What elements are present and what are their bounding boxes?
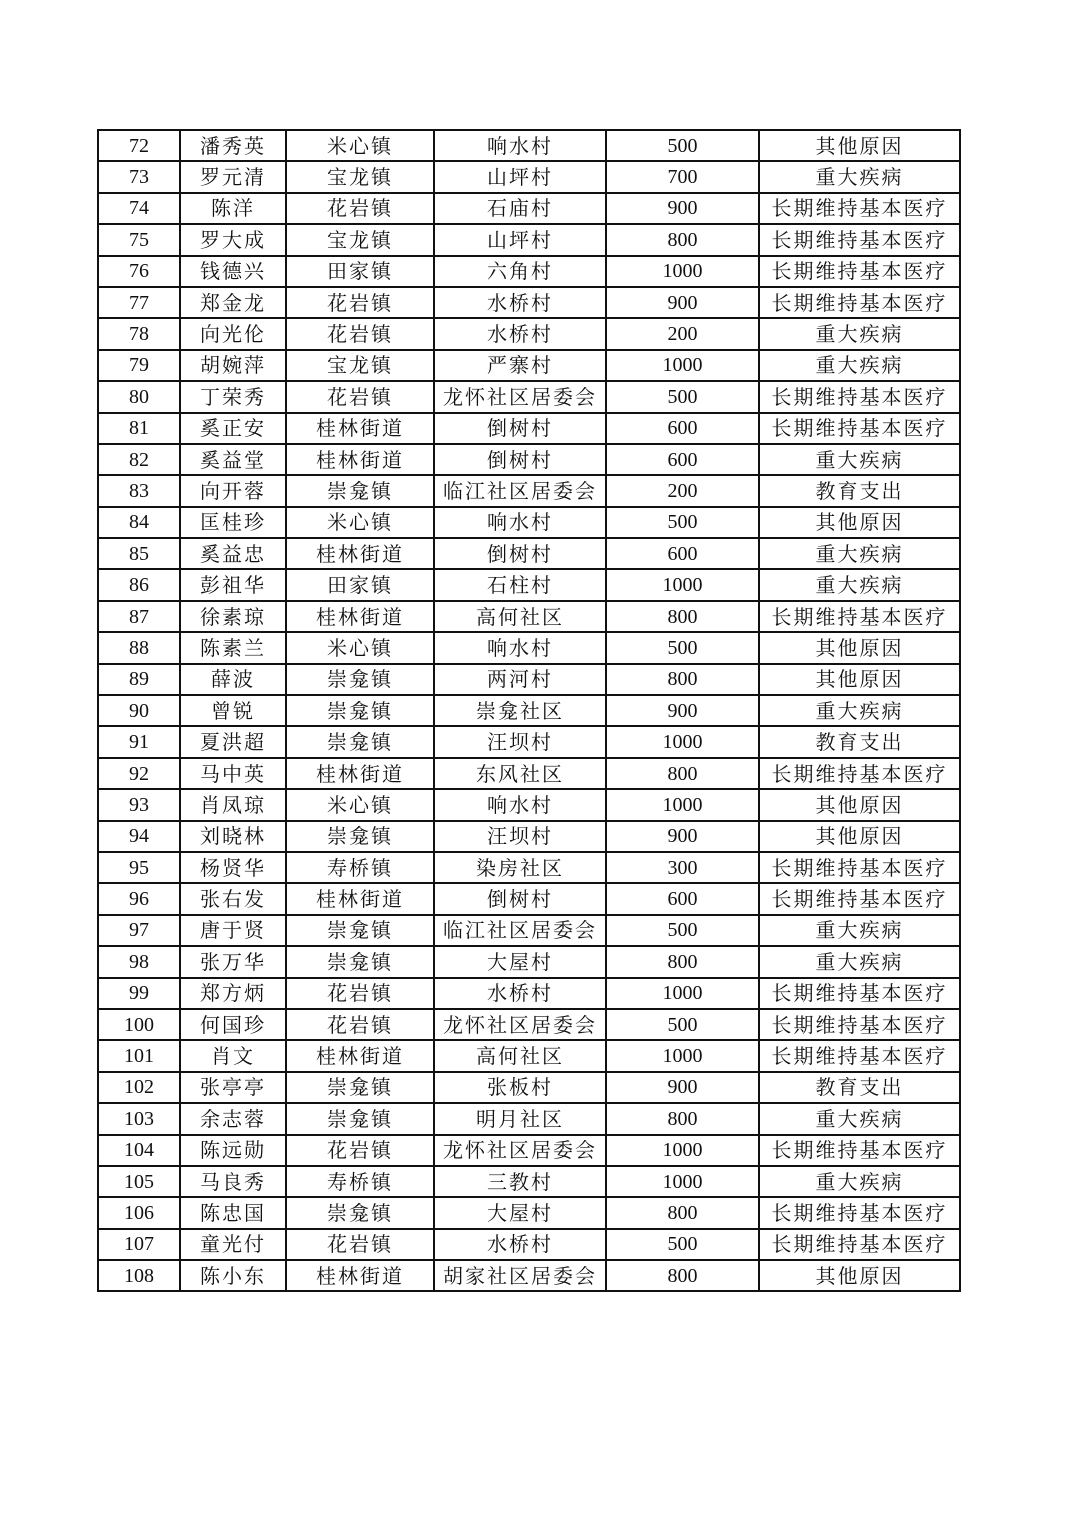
row-number-cell: 92 xyxy=(98,758,180,789)
village-cell: 汪坝村 xyxy=(434,821,606,852)
name-cell: 刘晓林 xyxy=(180,821,286,852)
village-cell: 汪坝村 xyxy=(434,726,606,757)
town-cell: 米心镇 xyxy=(286,632,434,663)
town-cell: 田家镇 xyxy=(286,569,434,600)
table-row xyxy=(98,381,960,412)
village-cell: 严寨村 xyxy=(434,350,606,381)
village-cell: 倒树村 xyxy=(434,883,606,914)
village-cell: 高何社区 xyxy=(434,601,606,632)
table-row xyxy=(98,695,960,726)
amount-cell: 900 xyxy=(606,821,759,852)
row-number-cell: 106 xyxy=(98,1197,180,1228)
village-cell: 三教村 xyxy=(434,1166,606,1197)
village-cell: 染房社区 xyxy=(434,852,606,883)
name-cell: 钱德兴 xyxy=(180,256,286,287)
row-number-cell: 91 xyxy=(98,726,180,757)
reason-cell: 长期维持基本医疗 xyxy=(759,1135,960,1166)
reason-cell: 其他原因 xyxy=(759,789,960,820)
village-cell: 石柱村 xyxy=(434,569,606,600)
name-cell: 杨贤华 xyxy=(180,852,286,883)
reason-cell: 重大疾病 xyxy=(759,161,960,192)
reason-cell: 长期维持基本医疗 xyxy=(759,601,960,632)
village-cell: 水桥村 xyxy=(434,318,606,349)
name-cell: 马中英 xyxy=(180,758,286,789)
village-cell: 大屋村 xyxy=(434,946,606,977)
reason-cell: 长期维持基本医疗 xyxy=(759,1009,960,1040)
town-cell: 崇龛镇 xyxy=(286,1072,434,1103)
row-number-cell: 76 xyxy=(98,256,180,287)
table-row xyxy=(98,569,960,600)
amount-cell: 900 xyxy=(606,695,759,726)
town-cell: 崇龛镇 xyxy=(286,1103,434,1134)
town-cell: 崇龛镇 xyxy=(286,915,434,946)
row-number-cell: 88 xyxy=(98,632,180,663)
village-cell: 崇龛社区 xyxy=(434,695,606,726)
reason-cell: 重大疾病 xyxy=(759,695,960,726)
village-cell: 响水村 xyxy=(434,632,606,663)
table-row xyxy=(98,350,960,381)
table-row xyxy=(98,601,960,632)
table-row xyxy=(98,1229,960,1260)
amount-cell: 800 xyxy=(606,1197,759,1228)
village-cell: 倒树村 xyxy=(434,444,606,475)
amount-cell: 1000 xyxy=(606,726,759,757)
reason-cell: 其他原因 xyxy=(759,130,960,161)
amount-cell: 900 xyxy=(606,287,759,318)
amount-cell: 900 xyxy=(606,193,759,224)
table-row xyxy=(98,193,960,224)
row-number-cell: 87 xyxy=(98,601,180,632)
row-number-cell: 105 xyxy=(98,1166,180,1197)
row-number-cell: 85 xyxy=(98,538,180,569)
amount-cell: 600 xyxy=(606,413,759,444)
town-cell: 花岩镇 xyxy=(286,381,434,412)
village-cell: 龙怀社区居委会 xyxy=(434,381,606,412)
name-cell: 罗元清 xyxy=(180,161,286,192)
table-row xyxy=(98,1072,960,1103)
row-number-cell: 93 xyxy=(98,789,180,820)
town-cell: 花岩镇 xyxy=(286,193,434,224)
table-row xyxy=(98,507,960,538)
town-cell: 米心镇 xyxy=(286,789,434,820)
row-number-cell: 104 xyxy=(98,1135,180,1166)
amount-cell: 800 xyxy=(606,1103,759,1134)
amount-cell: 200 xyxy=(606,475,759,506)
village-cell: 石庙村 xyxy=(434,193,606,224)
row-number-cell: 81 xyxy=(98,413,180,444)
row-number-cell: 83 xyxy=(98,475,180,506)
reason-cell: 重大疾病 xyxy=(759,318,960,349)
reason-cell: 长期维持基本医疗 xyxy=(759,256,960,287)
name-cell: 向光伦 xyxy=(180,318,286,349)
name-cell: 郑金龙 xyxy=(180,287,286,318)
row-number-cell: 94 xyxy=(98,821,180,852)
table-row xyxy=(98,789,960,820)
table-row xyxy=(98,413,960,444)
town-cell: 桂林街道 xyxy=(286,758,434,789)
amount-cell: 200 xyxy=(606,318,759,349)
row-number-cell: 78 xyxy=(98,318,180,349)
table-row xyxy=(98,1103,960,1134)
reason-cell: 其他原因 xyxy=(759,632,960,663)
village-cell: 水桥村 xyxy=(434,1229,606,1260)
town-cell: 崇龛镇 xyxy=(286,821,434,852)
village-cell: 水桥村 xyxy=(434,978,606,1009)
name-cell: 肖凤琼 xyxy=(180,789,286,820)
amount-cell: 500 xyxy=(606,632,759,663)
name-cell: 张亭亭 xyxy=(180,1072,286,1103)
reason-cell: 其他原因 xyxy=(759,507,960,538)
row-number-cell: 75 xyxy=(98,224,180,255)
table-row xyxy=(98,758,960,789)
reason-cell: 长期维持基本医疗 xyxy=(759,1040,960,1071)
town-cell: 宝龙镇 xyxy=(286,161,434,192)
reason-cell: 重大疾病 xyxy=(759,1166,960,1197)
reason-cell: 重大疾病 xyxy=(759,444,960,475)
reason-cell: 长期维持基本医疗 xyxy=(759,883,960,914)
reason-cell: 长期维持基本医疗 xyxy=(759,978,960,1009)
table-row xyxy=(98,946,960,977)
row-number-cell: 90 xyxy=(98,695,180,726)
amount-cell: 500 xyxy=(606,915,759,946)
table-row xyxy=(98,444,960,475)
name-cell: 奚益忠 xyxy=(180,538,286,569)
row-number-cell: 101 xyxy=(98,1040,180,1071)
name-cell: 陈素兰 xyxy=(180,632,286,663)
row-number-cell: 73 xyxy=(98,161,180,192)
row-number-cell: 97 xyxy=(98,915,180,946)
amount-cell: 300 xyxy=(606,852,759,883)
name-cell: 陈小东 xyxy=(180,1260,286,1291)
reason-cell: 其他原因 xyxy=(759,1260,960,1291)
amount-cell: 1000 xyxy=(606,1040,759,1071)
row-number-cell: 107 xyxy=(98,1229,180,1260)
name-cell: 奚益堂 xyxy=(180,444,286,475)
amount-cell: 500 xyxy=(606,381,759,412)
row-number-cell: 72 xyxy=(98,130,180,161)
amount-cell: 1000 xyxy=(606,256,759,287)
town-cell: 米心镇 xyxy=(286,507,434,538)
row-number-cell: 77 xyxy=(98,287,180,318)
amount-cell: 800 xyxy=(606,601,759,632)
reason-cell: 重大疾病 xyxy=(759,915,960,946)
town-cell: 宝龙镇 xyxy=(286,224,434,255)
name-cell: 肖文 xyxy=(180,1040,286,1071)
amount-cell: 800 xyxy=(606,224,759,255)
name-cell: 陈洋 xyxy=(180,193,286,224)
village-cell: 临江社区居委会 xyxy=(434,915,606,946)
town-cell: 花岩镇 xyxy=(286,287,434,318)
row-number-cell: 86 xyxy=(98,569,180,600)
reason-cell: 教育支出 xyxy=(759,726,960,757)
name-cell: 何国珍 xyxy=(180,1009,286,1040)
table-row xyxy=(98,726,960,757)
row-number-cell: 103 xyxy=(98,1103,180,1134)
town-cell: 花岩镇 xyxy=(286,978,434,1009)
table-row xyxy=(98,1009,960,1040)
reason-cell: 长期维持基本医疗 xyxy=(759,758,960,789)
row-number-cell: 74 xyxy=(98,193,180,224)
name-cell: 薛波 xyxy=(180,664,286,695)
table-row xyxy=(98,318,960,349)
table-row xyxy=(98,883,960,914)
row-number-cell: 102 xyxy=(98,1072,180,1103)
town-cell: 寿桥镇 xyxy=(286,852,434,883)
name-cell: 罗大成 xyxy=(180,224,286,255)
town-cell: 花岩镇 xyxy=(286,1135,434,1166)
name-cell: 陈忠国 xyxy=(180,1197,286,1228)
town-cell: 田家镇 xyxy=(286,256,434,287)
name-cell: 张万华 xyxy=(180,946,286,977)
table-row xyxy=(98,915,960,946)
town-cell: 崇龛镇 xyxy=(286,946,434,977)
village-cell: 响水村 xyxy=(434,130,606,161)
name-cell: 夏洪超 xyxy=(180,726,286,757)
town-cell: 米心镇 xyxy=(286,130,434,161)
row-number-cell: 98 xyxy=(98,946,180,977)
amount-cell: 500 xyxy=(606,130,759,161)
name-cell: 陈远勋 xyxy=(180,1135,286,1166)
table-row xyxy=(98,538,960,569)
relief-table xyxy=(97,129,961,1292)
amount-cell: 600 xyxy=(606,444,759,475)
amount-cell: 1000 xyxy=(606,1135,759,1166)
amount-cell: 800 xyxy=(606,758,759,789)
row-number-cell: 79 xyxy=(98,350,180,381)
town-cell: 崇龛镇 xyxy=(286,726,434,757)
town-cell: 桂林街道 xyxy=(286,413,434,444)
row-number-cell: 96 xyxy=(98,883,180,914)
amount-cell: 800 xyxy=(606,946,759,977)
town-cell: 崇龛镇 xyxy=(286,475,434,506)
table-row xyxy=(98,978,960,1009)
reason-cell: 长期维持基本医疗 xyxy=(759,1229,960,1260)
village-cell: 倒树村 xyxy=(434,413,606,444)
table-row xyxy=(98,1135,960,1166)
row-number-cell: 100 xyxy=(98,1009,180,1040)
village-cell: 临江社区居委会 xyxy=(434,475,606,506)
village-cell: 山坪村 xyxy=(434,161,606,192)
table-row xyxy=(98,287,960,318)
row-number-cell: 108 xyxy=(98,1260,180,1291)
amount-cell: 800 xyxy=(606,664,759,695)
reason-cell: 重大疾病 xyxy=(759,1103,960,1134)
name-cell: 余志蓉 xyxy=(180,1103,286,1134)
reason-cell: 长期维持基本医疗 xyxy=(759,287,960,318)
town-cell: 花岩镇 xyxy=(286,1009,434,1040)
reason-cell: 重大疾病 xyxy=(759,350,960,381)
town-cell: 崇龛镇 xyxy=(286,1197,434,1228)
village-cell: 龙怀社区居委会 xyxy=(434,1009,606,1040)
table-row xyxy=(98,1166,960,1197)
town-cell: 花岩镇 xyxy=(286,318,434,349)
row-number-cell: 80 xyxy=(98,381,180,412)
village-cell: 张板村 xyxy=(434,1072,606,1103)
table-row xyxy=(98,1040,960,1071)
name-cell: 曾锐 xyxy=(180,695,286,726)
village-cell: 高何社区 xyxy=(434,1040,606,1071)
amount-cell: 900 xyxy=(606,1072,759,1103)
town-cell: 桂林街道 xyxy=(286,601,434,632)
table-row xyxy=(98,224,960,255)
name-cell: 童光付 xyxy=(180,1229,286,1260)
table-row xyxy=(98,852,960,883)
town-cell: 桂林街道 xyxy=(286,883,434,914)
relief-table-container xyxy=(97,129,959,1292)
reason-cell: 长期维持基本医疗 xyxy=(759,1197,960,1228)
amount-cell: 600 xyxy=(606,883,759,914)
village-cell: 水桥村 xyxy=(434,287,606,318)
row-number-cell: 89 xyxy=(98,664,180,695)
row-number-cell: 99 xyxy=(98,978,180,1009)
amount-cell: 1000 xyxy=(606,1166,759,1197)
amount-cell: 1000 xyxy=(606,789,759,820)
amount-cell: 500 xyxy=(606,507,759,538)
name-cell: 潘秀英 xyxy=(180,130,286,161)
amount-cell: 1000 xyxy=(606,978,759,1009)
village-cell: 六角村 xyxy=(434,256,606,287)
table-row xyxy=(98,130,960,161)
reason-cell: 重大疾病 xyxy=(759,946,960,977)
table-row xyxy=(98,475,960,506)
amount-cell: 1000 xyxy=(606,350,759,381)
reason-cell: 其他原因 xyxy=(759,821,960,852)
table-body xyxy=(98,130,960,1291)
village-cell: 胡家社区居委会 xyxy=(434,1260,606,1291)
table-row xyxy=(98,632,960,663)
amount-cell: 500 xyxy=(606,1229,759,1260)
name-cell: 胡婉萍 xyxy=(180,350,286,381)
name-cell: 张右发 xyxy=(180,883,286,914)
reason-cell: 重大疾病 xyxy=(759,569,960,600)
table-row xyxy=(98,821,960,852)
town-cell: 桂林街道 xyxy=(286,1040,434,1071)
town-cell: 崇龛镇 xyxy=(286,695,434,726)
name-cell: 彭祖华 xyxy=(180,569,286,600)
reason-cell: 教育支出 xyxy=(759,475,960,506)
town-cell: 崇龛镇 xyxy=(286,664,434,695)
village-cell: 明月社区 xyxy=(434,1103,606,1134)
name-cell: 向开蓉 xyxy=(180,475,286,506)
name-cell: 丁荣秀 xyxy=(180,381,286,412)
village-cell: 大屋村 xyxy=(434,1197,606,1228)
amount-cell: 800 xyxy=(606,1260,759,1291)
row-number-cell: 82 xyxy=(98,444,180,475)
amount-cell: 700 xyxy=(606,161,759,192)
village-cell: 龙怀社区居委会 xyxy=(434,1135,606,1166)
village-cell: 东风社区 xyxy=(434,758,606,789)
town-cell: 桂林街道 xyxy=(286,538,434,569)
amount-cell: 1000 xyxy=(606,569,759,600)
table-row xyxy=(98,256,960,287)
table-row xyxy=(98,1197,960,1228)
name-cell: 匡桂珍 xyxy=(180,507,286,538)
village-cell: 响水村 xyxy=(434,789,606,820)
reason-cell: 长期维持基本医疗 xyxy=(759,852,960,883)
village-cell: 响水村 xyxy=(434,507,606,538)
town-cell: 桂林街道 xyxy=(286,1260,434,1291)
row-number-cell: 84 xyxy=(98,507,180,538)
reason-cell: 长期维持基本医疗 xyxy=(759,413,960,444)
village-cell: 山坪村 xyxy=(434,224,606,255)
town-cell: 花岩镇 xyxy=(286,1229,434,1260)
name-cell: 马良秀 xyxy=(180,1166,286,1197)
reason-cell: 重大疾病 xyxy=(759,538,960,569)
name-cell: 奚正安 xyxy=(180,413,286,444)
amount-cell: 500 xyxy=(606,1009,759,1040)
reason-cell: 长期维持基本医疗 xyxy=(759,224,960,255)
name-cell: 郑方炳 xyxy=(180,978,286,1009)
reason-cell: 教育支出 xyxy=(759,1072,960,1103)
table-row xyxy=(98,664,960,695)
reason-cell: 其他原因 xyxy=(759,664,960,695)
reason-cell: 长期维持基本医疗 xyxy=(759,381,960,412)
table-row xyxy=(98,161,960,192)
row-number-cell: 95 xyxy=(98,852,180,883)
name-cell: 唐于贤 xyxy=(180,915,286,946)
amount-cell: 600 xyxy=(606,538,759,569)
village-cell: 倒树村 xyxy=(434,538,606,569)
town-cell: 宝龙镇 xyxy=(286,350,434,381)
town-cell: 桂林街道 xyxy=(286,444,434,475)
name-cell: 徐素琼 xyxy=(180,601,286,632)
reason-cell: 长期维持基本医疗 xyxy=(759,193,960,224)
table-row xyxy=(98,1260,960,1291)
village-cell: 两河村 xyxy=(434,664,606,695)
town-cell: 寿桥镇 xyxy=(286,1166,434,1197)
